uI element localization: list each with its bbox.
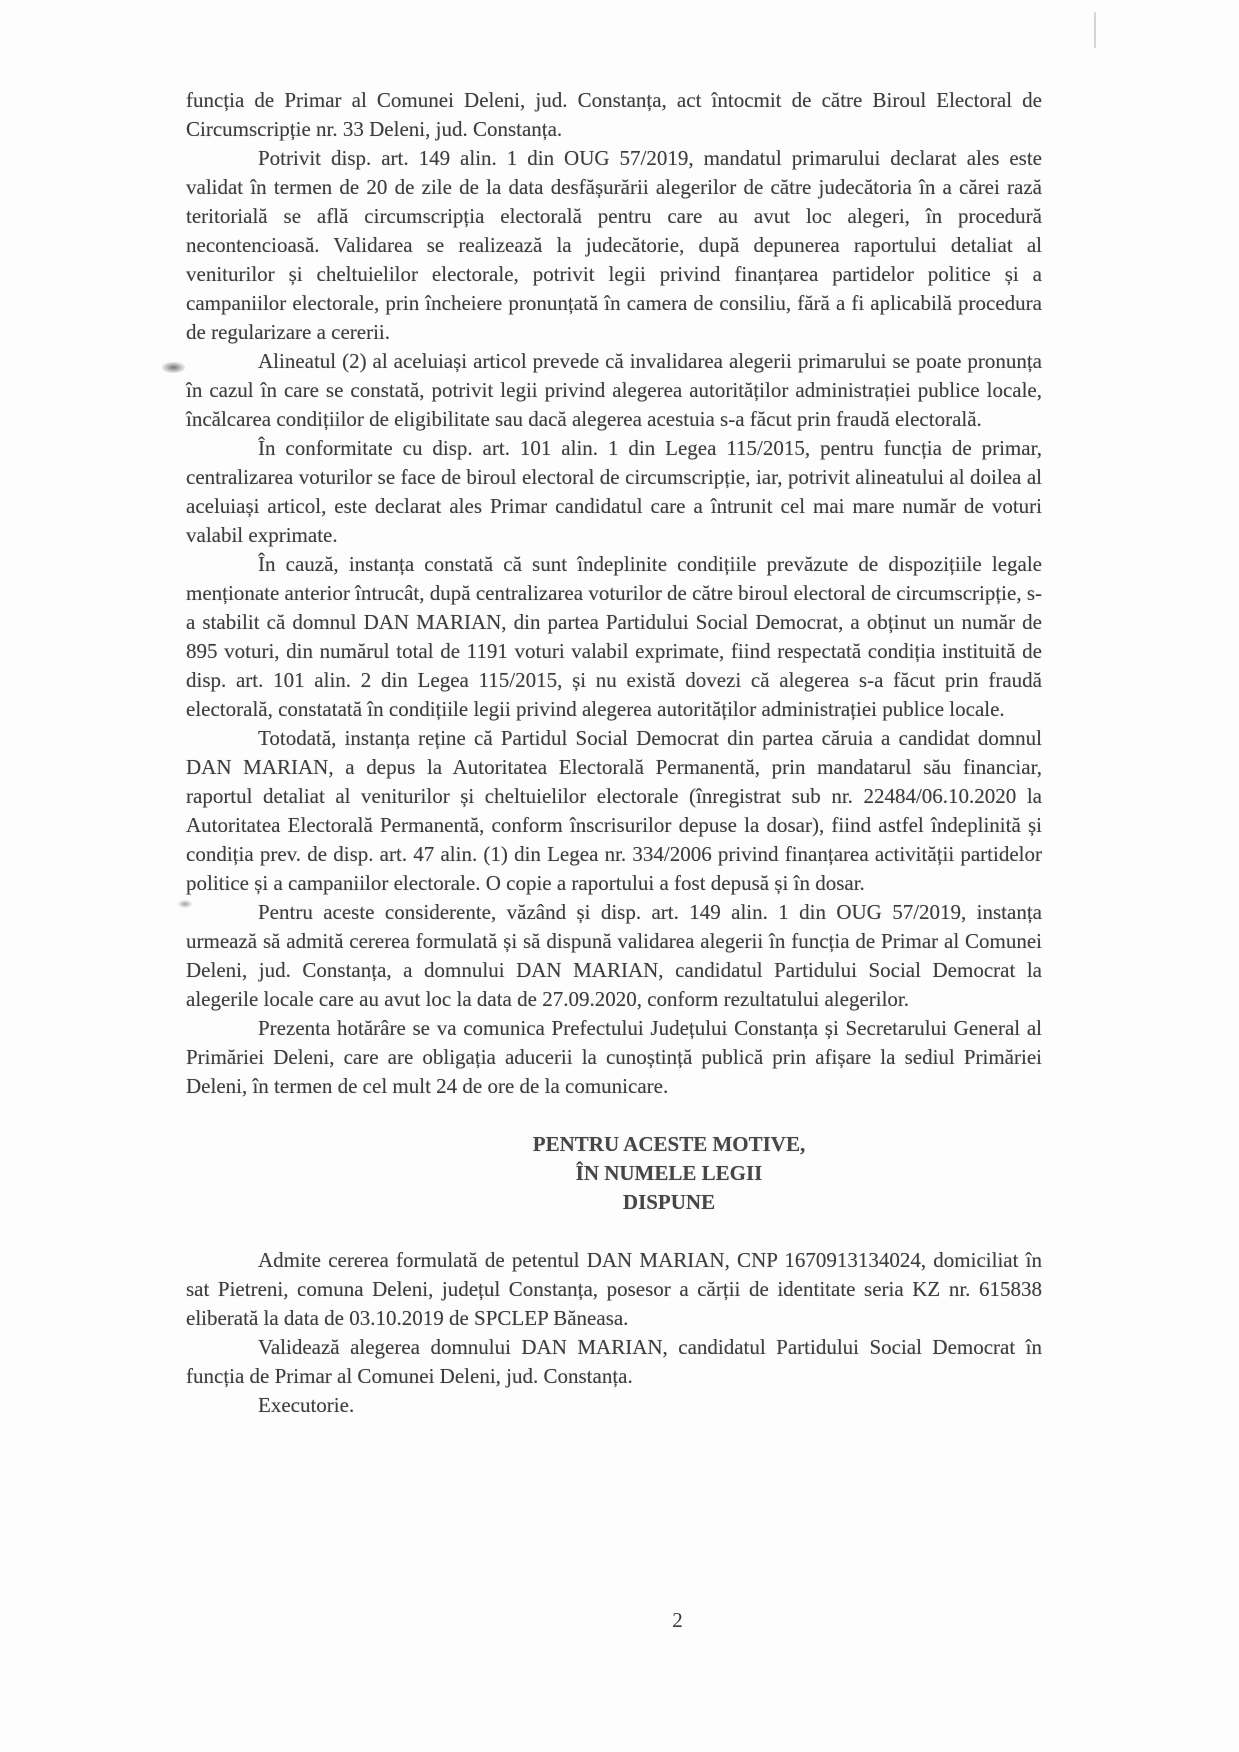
paragraph-continuation: funcția de Primar al Comunei Deleni, jud. Constanța, act întocmit de către Biroul Electoral de Circumscripție nr. 33 Deleni, jud. Constanța. bbox=[186, 88, 1042, 141]
page-number-value: 2 bbox=[672, 1608, 683, 1632]
paragraph-valideaza-alegerea: Validează alegerea domnului DAN MARIAN, candidatul Partidului Social Democrat în funcția de Primar al Comunei Deleni, jud. Constanța. bbox=[186, 1335, 1042, 1388]
heading-line: ÎN NUMELE LEGII bbox=[575, 1161, 763, 1185]
paragraph-art-101-legea-115: În conformitate cu disp. art. 101 alin. 1 din Legea 115/2015, pentru funcția de primar, centralizarea voturilor se face de biroul electoral de circumscripție, iar, potrivit alineatului al doilea al aceluiași articol, este declarat ales Primar candidatul care a întrunit cel mai mare număr de voturi valabil exprimate. bbox=[186, 436, 1042, 547]
heading-line: DISPUNE bbox=[622, 1190, 716, 1214]
paragraph-alineatul-2: Alineatul (2) al aceluiași articol prevede că invalidarea alegerii primarului se poate pronunța în cazul în care se constată, potrivit legii privind alegerea autorităților administrației publice locale, încălcarea condițiilor de eligibilitate sau dacă alegerea acestuia s-a făcut prin fraudă electorală. bbox=[186, 349, 1042, 431]
scan-artifact-tick bbox=[1094, 12, 1096, 48]
page-number bbox=[0, 1608, 1239, 1633]
paragraph-comunicare-hotarare: Prezenta hotărâre se va comunica Prefectului Județului Constanța și Secretarului General al Primăriei Deleni, care are obligația aducerii la cunoștință publică prin afișare la sediul Primăriei Deleni, în termen de cel mult 24 de ore de la comunicare. bbox=[186, 1016, 1042, 1098]
paragraph-in-cauza-constatare: În cauză, instanța constată că sunt îndeplinite condițiile prevăzute de dispozițiile legale menționate anterior întrucât, după centralizarea voturilor de către biroul electoral de circumscripție, s-a stabilit că domnul DAN MARIAN, din partea Partidului Social Democrat, a obținut un număr de 895 voturi, din numărul total de 1191 voturi valabil exprimate, fiind respectată condiția instituită de disp. art. 101 alin. 2 din Legea 115/2015, și nu există dovezi că alegerea s-a făcut prin fraudă electorală, constatată în condițiile legii privind alegerea autorităților administrației publice locale. bbox=[186, 552, 1042, 721]
paragraph-potrivit-art-149: Potrivit disp. art. 149 alin. 1 din OUG 57/2019, mandatul primarului declarat ales este validat în termen de 20 de zile de la data desfășurării alegerilor de către judecătoria în a cărei rază teritorială se află circumscripția electorală pentru care au avut loc alegeri, în procedură necontencioasă. Validarea se realizează la judecătorie, după depunerea raportului detaliat al veniturilor și cheltuielilor electorale, potrivit legii privind finanțarea partidelor politice și a campaniilor electorale, prin încheiere pronunțată în camera de consiliu, fără a fi aplicabilă procedura de regularizare a cererii. bbox=[186, 146, 1042, 344]
paragraph-executorie: Executorie. bbox=[258, 1393, 355, 1417]
paragraph-totodata-raport-financiar: Totodată, instanța reține că Partidul Social Democrat din partea căruia a candidat domnul DAN MARIAN, a depus la Autoritatea Electorală Permanentă, prin mandatarul său financiar, raportul detaliat al veniturilor și cheltuielilor electorale (înregistrat sub nr. 22484/06.10.2020 la Autoritatea Electorală Permanentă, conform înscrisurilor depuse la dosar), fiind astfel îndeplinită și condiția prev. de disp. art. 47 alin. (1) din Legea nr. 334/2006 privind finanțarea activității partidelor politice și a campaniilor electorale. O copie a raportului a fost depusă și în dosar. bbox=[186, 726, 1042, 895]
scan-artifact-smudge bbox=[162, 362, 185, 373]
paragraph-admite-cererea: Admite cererea formulată de petentul DAN MARIAN, CNP 1670913134024, domiciliat în sat Pietreni, comuna Deleni, județul Constanța, posesor a cărții de identitate seria KZ nr. 615838 eliberată la data de 03.10.2019 de SPCLEP Băneasa. bbox=[186, 1248, 1042, 1330]
document-body bbox=[186, 86, 1042, 1420]
dispositive-heading bbox=[241, 1130, 1097, 1217]
paragraph-pentru-aceste-considerente: Pentru aceste considerente, văzând și disp. art. 149 alin. 1 din OUG 57/2019, instanța urmează să admită cererea formulată și să dispună validarea alegerii în funcția de Primar al Comunei Deleni, jud. Constanța, a domnului DAN MARIAN, candidatul Partidului Social Democrat la alegerile locale care au avut loc la data de 27.09.2020, conform rezultatului alegerilor. bbox=[186, 900, 1042, 1011]
heading-line: PENTRU ACESTE MOTIVE, bbox=[532, 1132, 806, 1156]
